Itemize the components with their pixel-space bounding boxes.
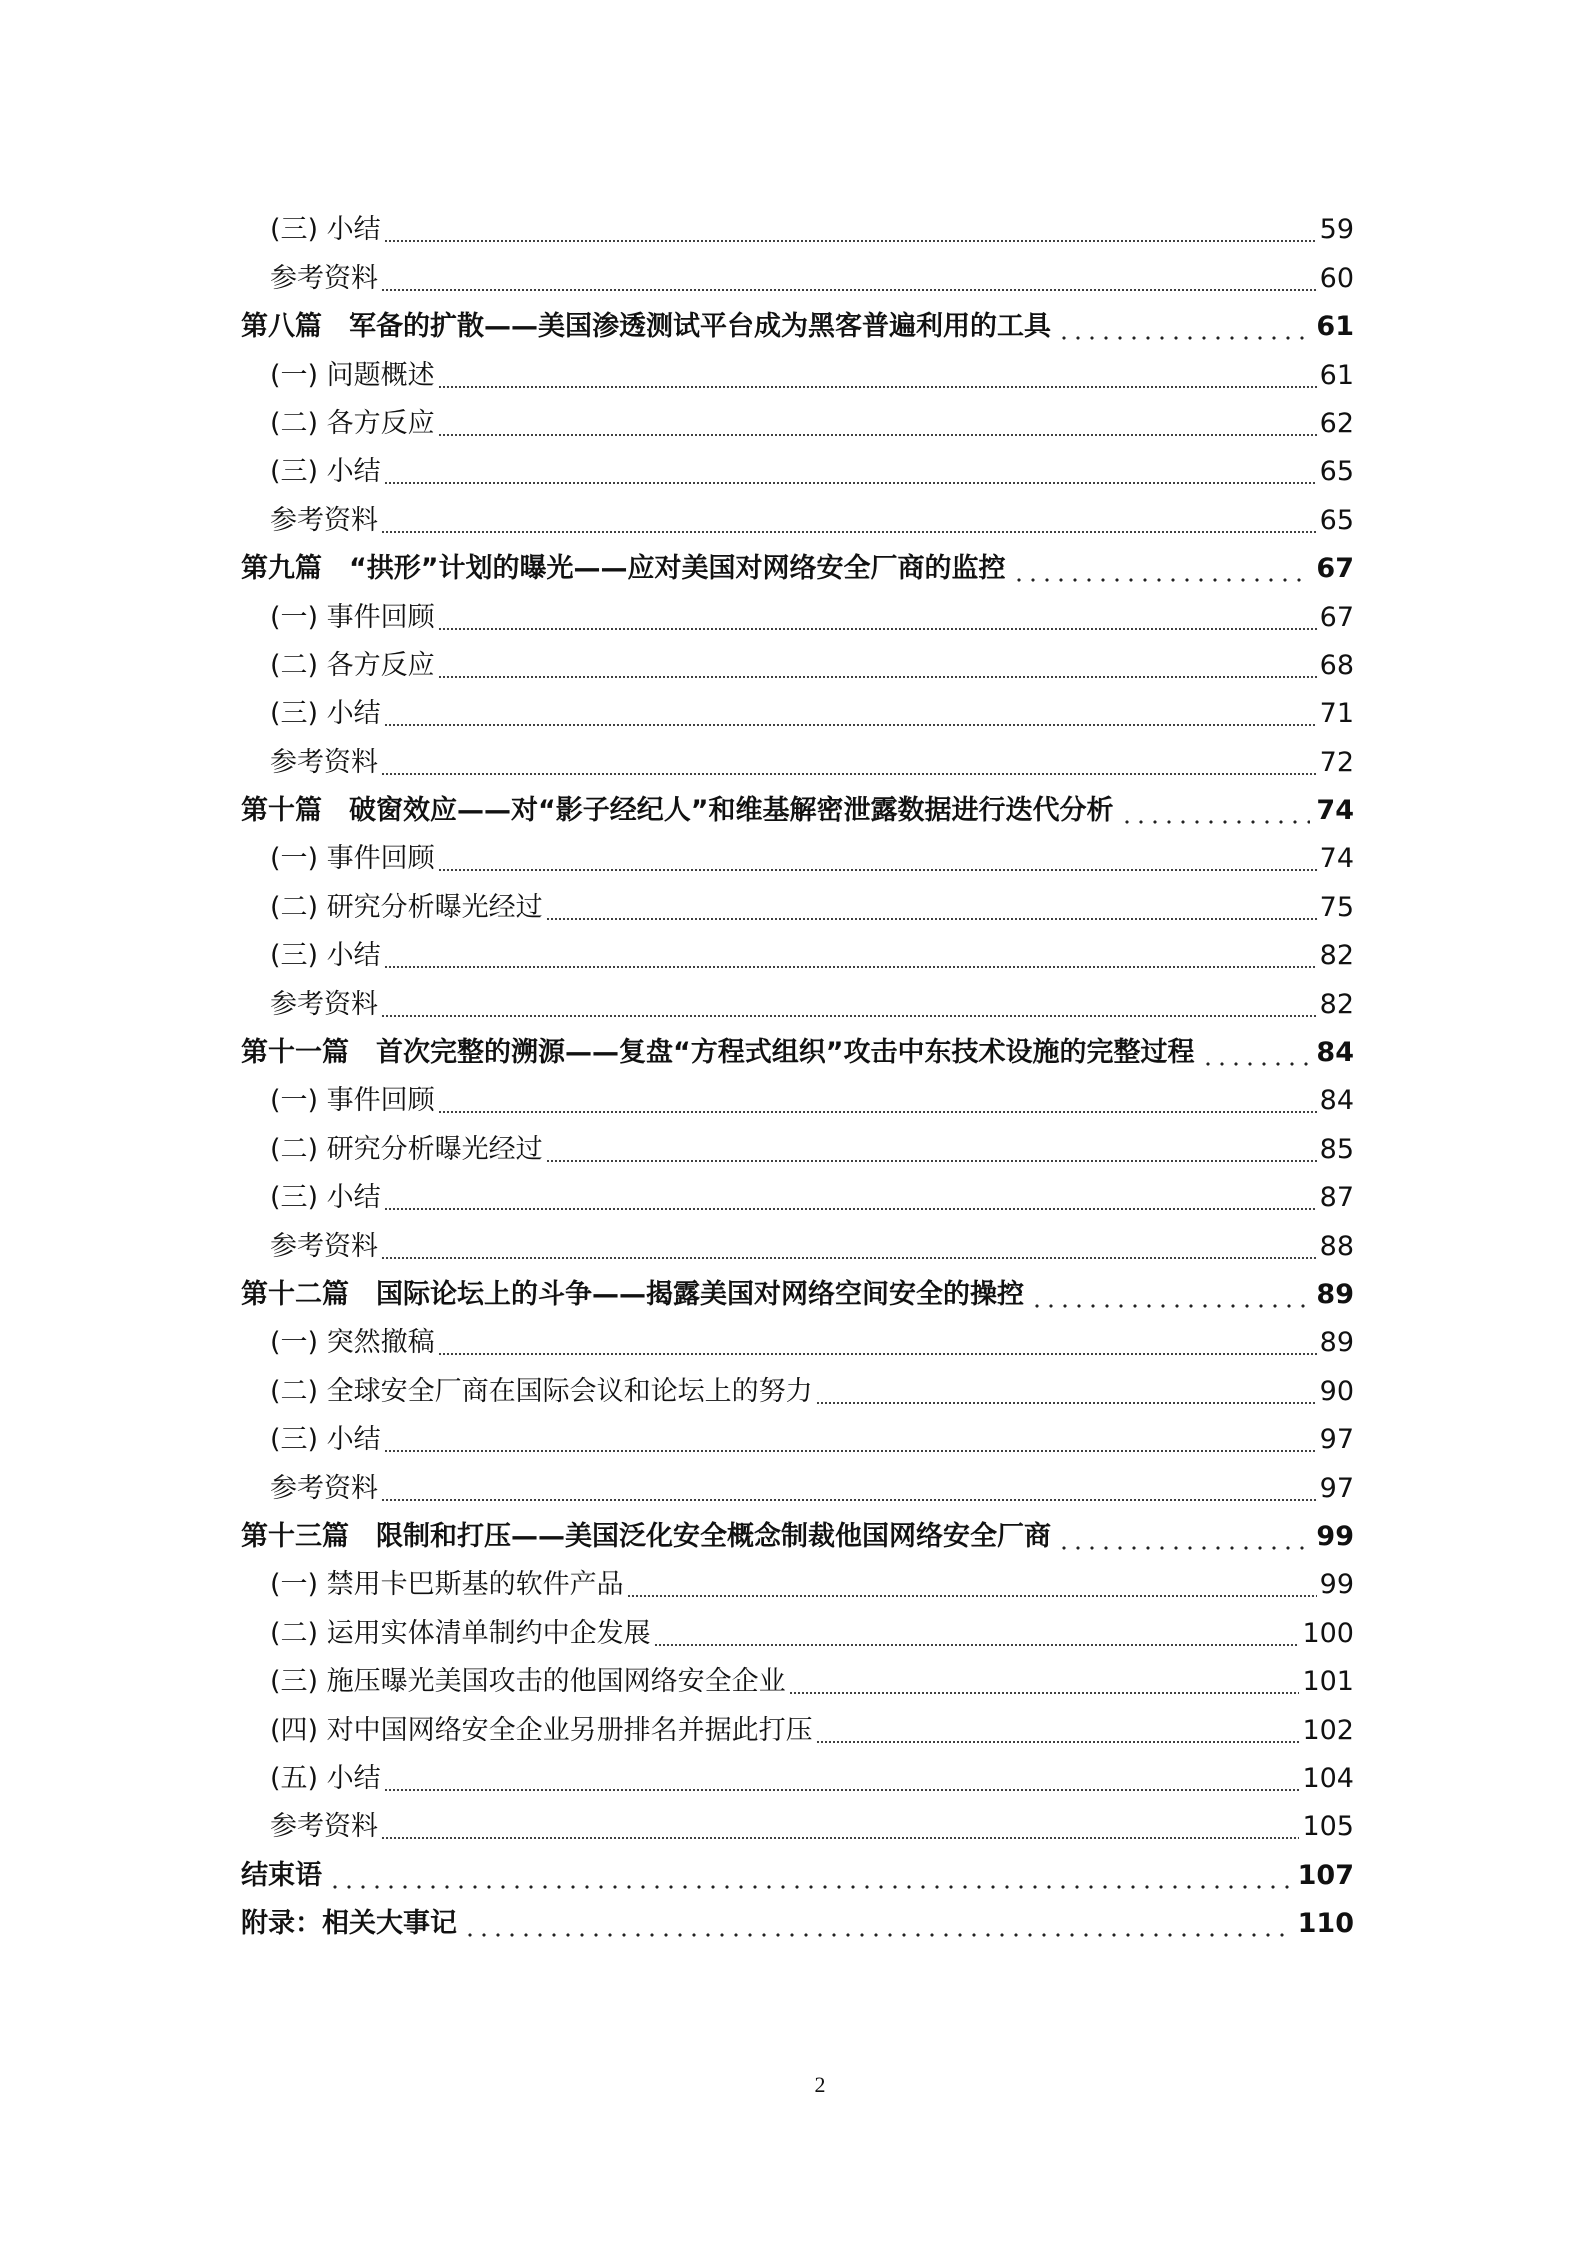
toc-entry-title: 参考资料 [270,262,378,294]
page-number: 2 [814,2072,826,2097]
toc-entry-page: 88 [1319,1230,1354,1262]
dot-leader [1057,310,1310,344]
toc-section-entry[interactable] [241,925,1354,973]
toc-entry-page: 61 [1316,311,1354,343]
dot-leader [438,1326,1317,1360]
toc-entry-page: 110 [1297,1908,1354,1940]
dot-leader [384,1181,1317,1215]
toc-chapter-entry[interactable] [241,538,1354,586]
toc-section-entry[interactable] [241,199,1354,247]
toc-entry-title: (二) 研究分析曝光经过 [270,891,543,923]
toc-entry-page: 104 [1302,1762,1354,1794]
dot-leader [381,988,1317,1022]
dot-leader [438,1084,1317,1118]
dot-leader [381,1472,1317,1506]
toc-section-entry[interactable] [241,828,1354,876]
dot-leader [1012,552,1311,586]
toc-section-entry[interactable] [241,344,1354,392]
dot-leader [654,1617,1300,1651]
toc-entry-page: 99 [1316,1520,1354,1552]
toc-section-entry[interactable] [241,1215,1354,1263]
toc-entry-title: 结束语 [241,1859,322,1891]
toc-entry-title: (三) 小结 [270,456,381,488]
toc-entry-page: 84 [1319,1085,1354,1117]
toc-entry-page: 65 [1319,456,1354,488]
toc-section-entry[interactable] [241,1602,1354,1650]
dot-leader [384,455,1317,489]
toc-entry-title: 第十一篇 首次完整的溯源——复盘“方程式组织”攻击中东技术设施的完整过程 [241,1037,1195,1069]
toc-entry-page: 71 [1319,698,1354,730]
toc-entry-title: (四) 对中国网络安全企业另册排名并据此打压 [270,1714,813,1746]
toc-entry-title: (三) 小结 [270,214,381,246]
toc-section-entry[interactable] [241,441,1354,489]
toc-entry-page: 82 [1319,988,1354,1020]
dot-leader [546,1133,1317,1167]
toc-chapter-entry[interactable] [241,1844,1354,1892]
toc-section-entry[interactable] [241,1360,1354,1408]
dot-leader [816,1375,1317,1409]
toc-chapter-entry[interactable] [241,1022,1354,1070]
toc-entry-title: 第十二篇 国际论坛上的斗争——揭露美国对网络空间安全的操控 [241,1278,1024,1310]
toc-entry-title: (三) 小结 [270,1424,381,1456]
toc-entry-page: 89 [1319,1327,1354,1359]
toc-entry-page: 97 [1319,1424,1354,1456]
toc-section-entry[interactable] [241,1554,1354,1602]
toc-section-entry[interactable] [241,1167,1354,1215]
toc-section-entry[interactable] [241,247,1354,295]
toc-chapter-entry[interactable] [241,780,1354,828]
toc-entry-title: (二) 研究分析曝光经过 [270,1133,543,1165]
toc-entry-page: 87 [1319,1182,1354,1214]
dot-leader [438,842,1317,876]
toc-entry-page: 65 [1319,504,1354,536]
dot-leader [381,262,1317,296]
toc-entry-page: 61 [1319,359,1354,391]
toc-entry-page: 62 [1319,407,1354,439]
toc-entry-title: (一) 事件回顾 [270,601,435,633]
toc-entry-title: 参考资料 [270,504,378,536]
dot-leader [384,697,1317,731]
toc-entry-page: 67 [1319,601,1354,633]
toc-entry-page: 97 [1319,1472,1354,1504]
toc-entry-page: 85 [1319,1133,1354,1165]
toc-entry-page: 100 [1302,1617,1354,1649]
dot-leader [816,1714,1300,1748]
toc-entry-title: (三) 小结 [270,1182,381,1214]
toc-entry-title: (一) 禁用卡巴斯基的软件产品 [270,1569,624,1601]
toc-entry-title: 第八篇 军备的扩散——美国渗透测试平台成为黑客普遍利用的工具 [241,311,1051,343]
dot-leader [384,1423,1317,1457]
dot-leader [1030,1278,1310,1312]
dot-leader [381,746,1317,780]
dot-leader [438,649,1317,683]
dot-leader [789,1665,1300,1699]
toc-entry-page: 75 [1319,891,1354,923]
dot-leader [381,1230,1317,1264]
toc-entry-page: 60 [1319,262,1354,294]
toc-entry-title: (一) 突然撤稿 [270,1327,435,1359]
toc-section-entry[interactable] [241,1748,1354,1796]
dot-leader [384,939,1317,973]
dot-leader [627,1568,1317,1602]
dot-leader [381,1810,1299,1844]
toc-entry-page: 74 [1319,843,1354,875]
toc-entry-page: 99 [1319,1569,1354,1601]
toc-entry-page: 68 [1319,649,1354,681]
toc-section-entry[interactable] [241,1796,1354,1844]
toc-entry-title: 参考资料 [270,1811,378,1843]
toc-entry-title: 附录：相关大事记 [241,1908,457,1940]
toc-entry-title: (一) 事件回顾 [270,1085,435,1117]
dot-leader [384,1762,1300,1796]
dot-leader [1120,794,1311,828]
toc-entry-page: 90 [1319,1375,1354,1407]
toc-section-entry[interactable] [241,393,1354,441]
toc-entry-title: (二) 各方反应 [270,407,435,439]
table-of-contents [241,199,1354,1941]
dot-leader [463,1907,1292,1941]
toc-entry-title: (三) 施压曝光美国攻击的他国网络安全企业 [270,1666,786,1698]
toc-section-entry[interactable] [241,1409,1354,1457]
toc-chapter-entry[interactable] [241,296,1354,344]
toc-entry-title: 参考资料 [270,1230,378,1262]
dot-leader [438,407,1317,441]
toc-entry-title: (二) 运用实体清单制约中企发展 [270,1617,651,1649]
toc-section-entry[interactable] [241,1070,1354,1118]
toc-entry-page: 105 [1302,1811,1354,1843]
toc-section-entry[interactable] [241,1699,1354,1747]
toc-entry-title: (一) 事件回顾 [270,843,435,875]
toc-section-entry[interactable] [241,731,1354,779]
toc-entry-title: 第九篇 “拱形”计划的曝光——应对美国对网络安全厂商的监控 [241,553,1006,585]
toc-entry-page: 82 [1319,940,1354,972]
toc-chapter-entry[interactable] [241,1893,1354,1941]
toc-section-entry[interactable] [241,973,1354,1021]
toc-section-entry[interactable] [241,876,1354,924]
toc-section-entry[interactable] [241,489,1354,537]
toc-entry-page: 89 [1316,1278,1354,1310]
toc-entry-page: 67 [1316,553,1354,585]
toc-section-entry[interactable] [241,1118,1354,1166]
toc-chapter-entry[interactable] [241,1264,1354,1312]
dot-leader [384,213,1317,247]
toc-entry-page: 102 [1302,1714,1354,1746]
toc-section-entry[interactable] [241,1457,1354,1505]
toc-entry-title: (二) 全球安全厂商在国际会议和论坛上的努力 [270,1375,813,1407]
dot-leader [328,1859,1292,1893]
dot-leader [546,891,1317,925]
toc-entry-page: 72 [1319,746,1354,778]
toc-entry-title: 参考资料 [270,988,378,1020]
toc-entry-title: (二) 各方反应 [270,649,435,681]
toc-entry-title: (五) 小结 [270,1762,381,1794]
dot-leader [1201,1036,1311,1070]
dot-leader [438,359,1317,393]
toc-entry-title: (一) 问题概述 [270,359,435,391]
toc-section-entry[interactable] [241,683,1354,731]
toc-entry-title: 参考资料 [270,746,378,778]
toc-section-entry[interactable] [241,1312,1354,1360]
dot-leader [438,601,1317,635]
toc-entry-title: (三) 小结 [270,698,381,730]
toc-section-entry[interactable] [241,635,1354,683]
dot-leader [381,504,1317,538]
dot-leader [1057,1520,1310,1554]
toc-entry-title: (三) 小结 [270,940,381,972]
toc-entry-title: 第十篇 破窗效应——对“影子经纪人”和维基解密泄露数据进行迭代分析 [241,795,1114,827]
toc-chapter-entry[interactable] [241,1506,1354,1554]
toc-entry-page: 107 [1297,1859,1354,1891]
toc-entry-title: 参考资料 [270,1472,378,1504]
toc-entry-page: 101 [1302,1666,1354,1698]
toc-section-entry[interactable] [241,586,1354,634]
toc-entry-title: 第十三篇 限制和打压——美国泛化安全概念制裁他国网络安全厂商 [241,1520,1051,1552]
toc-entry-page: 74 [1316,795,1354,827]
toc-entry-page: 84 [1316,1037,1354,1069]
toc-entry-page: 59 [1319,214,1354,246]
toc-section-entry[interactable] [241,1651,1354,1699]
